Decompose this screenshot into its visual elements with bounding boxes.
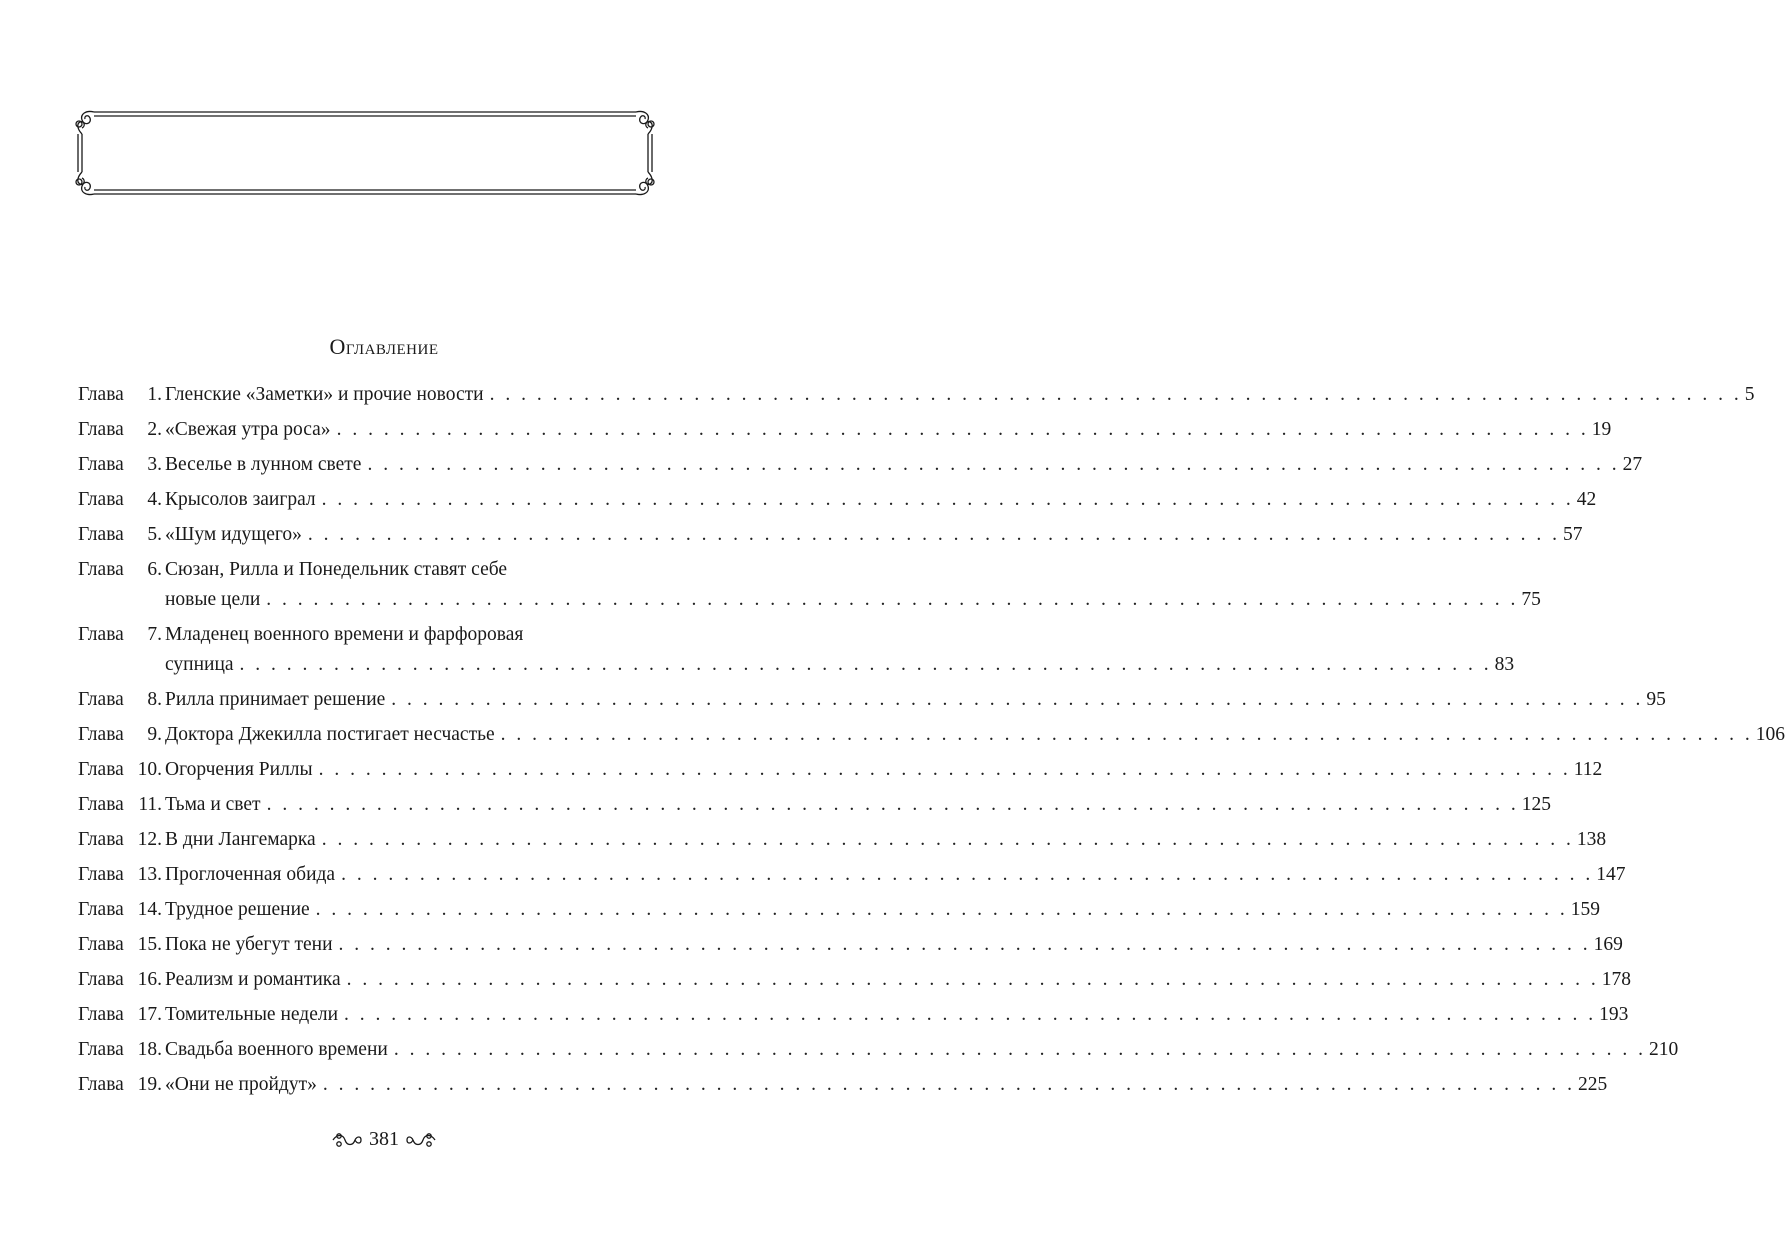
dot-leader: . . . . . . . . . . . . . . . . . . . . . . . . . . . . . . . . . . . . . . . . . . . . . . . . . . . . . . . . . . . . . . . . . . . . . . . . . . . . . . . . — [391, 689, 1644, 710]
dot-leader: . . . . . . . . . . . . . . . . . . . . . . . . . . . . . . . . . . . . . . . . . . . . . . . . . . . . . . . . . . . . . . . . . . . . . . . . . . . . . . . . — [318, 759, 1571, 780]
corner-scroll-top-left-icon — [76, 111, 94, 134]
chapter-number: 7. — [147, 624, 162, 645]
toc-entry — [78, 450, 1643, 480]
chapter-number: 15. — [137, 934, 162, 955]
toc-entry — [78, 415, 1612, 445]
page-ref: 42 — [1576, 489, 1597, 510]
fleuron-left-icon — [331, 1130, 363, 1150]
chapter-number: 19. — [137, 1074, 162, 1095]
chapter-label: Глава — [78, 489, 124, 510]
toc-entry — [78, 1070, 1608, 1100]
toc-entry — [78, 860, 1626, 890]
page-ref: 5 — [1744, 384, 1755, 405]
dot-leader: . . . . . . . . . . . . . . . . . . . . . . . . . . . . . . . . . . . . . . . . . . . . . . . . . . . . . . . . . . . . . . . . . . . . . . . . . . . . . . . . — [367, 454, 1620, 475]
chapter-title: Крысолов заиграл — [165, 489, 316, 510]
chapter-number: 17. — [137, 1004, 162, 1025]
chapter-label: Глава — [78, 419, 124, 440]
chapter-label: Глава — [78, 624, 124, 645]
dot-leader: . . . . . . . . . . . . . . . . . . . . . . . . . . . . . . . . . . . . . . . . . . . . . . . . . . . . . . . . . . . . . . . . . . . . . . . . . . . . . . . . — [338, 934, 1591, 955]
chapter-number: 3. — [147, 454, 162, 475]
page-ref: 210 — [1648, 1039, 1679, 1060]
page-ref: 178 — [1601, 969, 1632, 990]
page-ref: 75 — [1521, 589, 1541, 610]
corner-scroll-top-right-icon — [636, 111, 654, 134]
chapter-label: Глава — [78, 524, 124, 545]
chapter-title: «Они не пройдут» — [165, 1074, 317, 1095]
chapter-title: супница — [165, 654, 234, 675]
chapter-label: Глава — [78, 689, 124, 710]
chapter-title: Реализм и романтика — [165, 969, 341, 990]
chapter-title: Томительные недели — [165, 1004, 339, 1025]
chapter-label: Глава — [78, 1004, 124, 1025]
chapter-label: Глава — [78, 1074, 124, 1095]
chapter-label: Глава — [78, 384, 124, 405]
page-ref: 169 — [1593, 934, 1623, 955]
chapter-title: Гленские «Заметки» и прочие новости — [165, 384, 484, 405]
dot-leader: . . . . . . . . . . . . . . . . . . . . . . . . . . . . . . . . . . . . . . . . . . . . . . . . . . . . . . . . . . . . . . . . . . . . . . . . . . . . . . . . — [489, 384, 1742, 405]
chapter-number: 8. — [147, 689, 162, 710]
toc-entry — [78, 965, 1632, 995]
chapter-number: 18. — [137, 1039, 162, 1060]
chapter-title: В дни Лангемарка — [165, 829, 316, 850]
toc-entry — [78, 790, 1551, 820]
chapter-number: 10. — [137, 759, 162, 780]
chapter-title: новые цели — [165, 589, 261, 610]
chapter-number: 9. — [147, 724, 162, 745]
dot-leader: . . . . . . . . . . . . . . . . . . . . . . . . . . . . . . . . . . . . . . . . . . . . . . . . . . . . . . . . . . . . . . . . . . . . . . . . . . . . . . . . — [346, 969, 1599, 990]
chapter-title: Веселье в лунном свете — [165, 454, 362, 475]
chapter-title: Проглоченная обида — [165, 864, 336, 885]
toc-entry — [78, 520, 1583, 550]
chapter-title: «Шум идущего» — [165, 524, 302, 545]
decorative-frame — [72, 104, 658, 202]
chapter-label: Глава — [78, 724, 124, 745]
page-ref: 112 — [1573, 759, 1603, 780]
chapter-number: 11. — [138, 794, 162, 815]
chapter-title: Доктора Джекилла постигает несчастье — [165, 724, 495, 745]
chapter-label: Глава — [78, 899, 124, 920]
dot-leader: . . . . . . . . . . . . . . . . . . . . . . . . . . . . . . . . . . . . . . . . . . . . . . . . . . . . . . . . . . . . . . . . . . . . . . . . . . . . . . . . — [322, 1074, 1575, 1095]
toc-entry — [78, 685, 1666, 715]
table-of-contents — [78, 380, 1785, 1105]
toc-entry — [78, 485, 1597, 515]
dot-leader: . . . . . . . . . . . . . . . . . . . . . . . . . . . . . . . . . . . . . . . . . . . . . . . . . . . . . . . . . . . . . . . . . . . . . . . . . . . . . . . . — [336, 419, 1589, 440]
chapter-title: Пока не убегут тени — [165, 934, 333, 955]
toc-entry — [78, 930, 1623, 960]
corner-scroll-bottom-left-icon — [76, 172, 94, 195]
dot-leader: . . . . . . . . . . . . . . . . . . . . . . . . . . . . . . . . . . . . . . . . . . . . . . . . . . . . . . . . . . . . . . . . . . . . . . . . . . . . . . . . — [344, 1004, 1597, 1025]
corner-scroll-bottom-right-icon — [636, 172, 654, 195]
page-ref: 159 — [1570, 899, 1601, 920]
chapter-number: 5. — [147, 524, 162, 545]
chapter-title: Младенец военного времени и фарфоровая — [165, 624, 524, 645]
page-ref: 106 — [1755, 724, 1785, 745]
chapter-title: Трудное решение — [165, 899, 310, 920]
dot-leader: . . . . . . . . . . . . . . . . . . . . . . . . . . . . . . . . . . . . . . . . . . . . . . . . . . . . . . . . . . . . . . . . . . . . . . . . . . . . . . . . — [315, 899, 1568, 920]
chapter-label: Глава — [78, 559, 124, 580]
page-title: Оглавление — [329, 334, 439, 359]
page-ref: 147 — [1596, 864, 1626, 885]
chapter-label: Глава — [78, 759, 124, 780]
page-ref: 19 — [1591, 419, 1612, 440]
toc-entry — [78, 825, 1607, 855]
chapter-number: 12. — [137, 829, 162, 850]
toc-entry — [78, 1000, 1629, 1030]
chapter-number: 14. — [137, 899, 162, 920]
chapter-title: Рилла принимает решение — [165, 689, 386, 710]
dot-leader: . . . . . . . . . . . . . . . . . . . . . . . . . . . . . . . . . . . . . . . . . . . . . . . . . . . . . . . . . . . . . . . . . . . . . . . . . . . . . . . . — [266, 589, 1519, 610]
dot-leader: . . . . . . . . . . . . . . . . . . . . . . . . . . . . . . . . . . . . . . . . . . . . . . . . . . . . . . . . . . . . . . . . . . . . . . . . . . . . . . . . — [341, 864, 1594, 885]
chapter-title: Сюзан, Рилла и Понедельник ставят себе — [165, 559, 508, 580]
page-ref: 193 — [1599, 1004, 1629, 1025]
page-ref: 83 — [1494, 654, 1515, 675]
toc-entry — [78, 755, 1603, 785]
toc-entry — [78, 1035, 1679, 1065]
page-number-footer — [0, 1128, 768, 1151]
page-ref: 27 — [1622, 454, 1643, 475]
chapter-number: 1. — [147, 384, 162, 405]
page-ref: 95 — [1646, 689, 1666, 710]
dot-leader: . . . . . . . . . . . . . . . . . . . . . . . . . . . . . . . . . . . . . . . . . . . . . . . . . . . . . . . . . . . . . . . . . . . . . . . . . . . . . . . . — [321, 829, 1574, 850]
dot-leader: . . . . . . . . . . . . . . . . . . . . . . . . . . . . . . . . . . . . . . . . . . . . . . . . . . . . . . . . . . . . . . . . . . . . . . . . . . . . . . . . — [239, 654, 1492, 675]
chapter-title: Огорчения Риллы — [165, 759, 313, 780]
chapter-title: «Свежая утра роса» — [165, 419, 331, 440]
chapter-label: Глава — [78, 934, 124, 955]
dot-leader: . . . . . . . . . . . . . . . . . . . . . . . . . . . . . . . . . . . . . . . . . . . . . . . . . . . . . . . . . . . . . . . . . . . . . . . . . . . . . . . . — [321, 489, 1574, 510]
page-ref: 57 — [1563, 524, 1583, 545]
chapter-number: 4. — [147, 489, 162, 510]
chapter-label: Глава — [78, 454, 124, 475]
page-number: 381 — [369, 1128, 399, 1150]
chapter-label: Глава — [78, 1039, 124, 1060]
dot-leader: . . . . . . . . . . . . . . . . . . . . . . . . . . . . . . . . . . . . . . . . . . . . . . . . . . . . . . . . . . . . . . . . . . . . . . . . . . . . . . . . — [266, 794, 1519, 815]
page-ref: 225 — [1577, 1074, 1608, 1095]
fleuron-right-icon — [405, 1130, 437, 1150]
chapter-title: Свадьба военного времени — [165, 1039, 388, 1060]
toc-entry — [78, 620, 1515, 680]
page-ref: 125 — [1521, 794, 1551, 815]
dot-leader: . . . . . . . . . . . . . . . . . . . . . . . . . . . . . . . . . . . . . . . . . . . . . . . . . . . . . . . . . . . . . . . . . . . . . . . . . . . . . . . . — [393, 1039, 1646, 1060]
chapter-label: Глава — [78, 969, 124, 990]
chapter-number: 13. — [137, 864, 162, 885]
dot-leader: . . . . . . . . . . . . . . . . . . . . . . . . . . . . . . . . . . . . . . . . . . . . . . . . . . . . . . . . . . . . . . . . . . . . . . . . . . . . . . . . — [500, 724, 1753, 745]
toc-entry — [78, 895, 1601, 925]
chapter-label: Глава — [78, 829, 124, 850]
page-ref: 138 — [1576, 829, 1607, 850]
chapter-label: Глава — [78, 864, 124, 885]
chapter-number: 2. — [147, 419, 162, 440]
toc-entry — [78, 720, 1785, 750]
dot-leader: . . . . . . . . . . . . . . . . . . . . . . . . . . . . . . . . . . . . . . . . . . . . . . . . . . . . . . . . . . . . . . . . . . . . . . . . . . . . . . . . — [307, 524, 1561, 545]
chapter-title: Тьма и свет — [165, 794, 261, 815]
chapter-number: 6. — [147, 559, 162, 580]
toc-entry — [78, 555, 1541, 615]
toc-entry — [78, 380, 1755, 410]
chapter-label: Глава — [78, 794, 124, 815]
chapter-number: 16. — [137, 969, 162, 990]
